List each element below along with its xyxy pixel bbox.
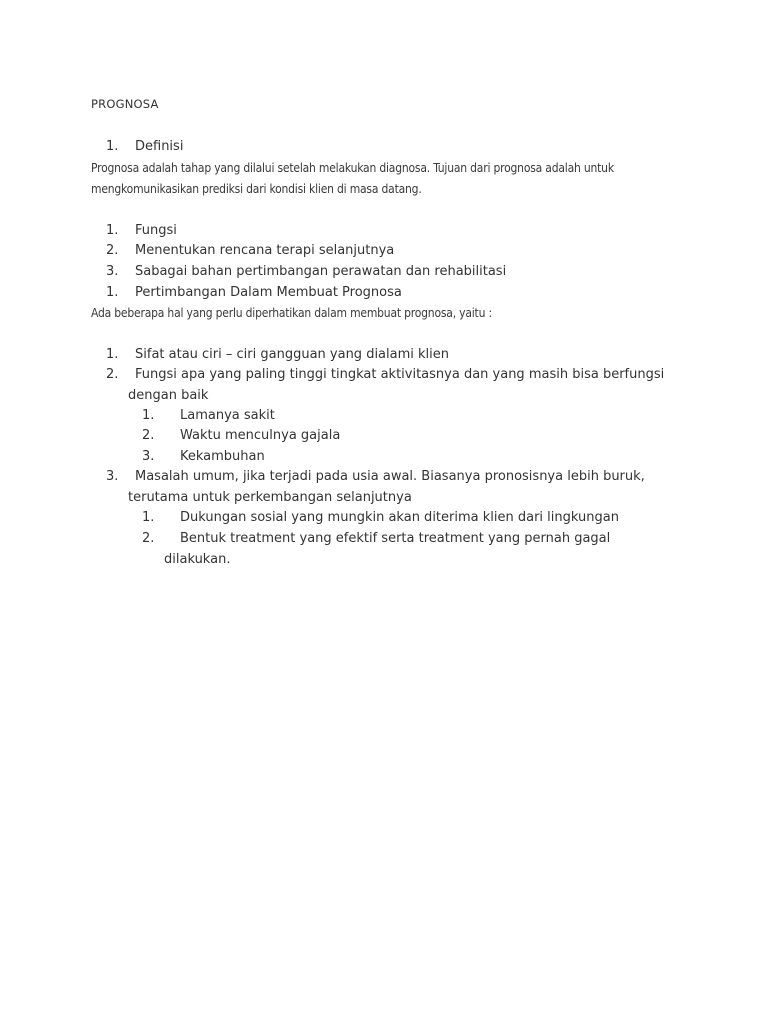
list-item-label: Pertimbangan Dalam Membuat Prognosa xyxy=(135,285,402,300)
list-number: 3. xyxy=(106,264,119,279)
paragraph-pertimbangan: Ada beberapa hal yang perlu diperhatikan dalam membuat prognosa, yaitu : xyxy=(91,306,492,320)
list-item-continuation: dilakukan. xyxy=(164,552,231,567)
list-item-label: Menentukan rencana terapi selanjutnya xyxy=(135,243,395,258)
paragraph-definisi xyxy=(91,158,691,200)
list-number: 3. xyxy=(106,469,119,484)
list-item-label: Waktu menculnya gajala xyxy=(180,428,341,443)
list-number: 1. xyxy=(142,510,155,525)
list-number: 2. xyxy=(106,367,119,382)
list-item-label: Kekambuhan xyxy=(180,449,265,464)
list-number: 1. xyxy=(106,347,119,362)
list-item-label: Dukungan sosial yang mungkin akan diterima klien dari lingkungan xyxy=(180,510,619,525)
list-item-label: Bentuk treatment yang efektif serta treatment yang pernah gagal xyxy=(180,531,611,546)
list-number: 2. xyxy=(142,428,155,443)
list-item-continuation: terutama untuk perkembangan selanjutnya xyxy=(128,490,412,505)
list-item-label: Sabagai bahan pertimbangan perawatan dan rehabilitasi xyxy=(135,264,507,279)
list-item-label: Definisi xyxy=(135,139,184,154)
list-number: 1. xyxy=(106,223,119,238)
paragraph-line: mengkomunikasikan prediksi dari kondisi klien di masa datang. xyxy=(91,182,422,196)
paragraph-line: Prognosa adalah tahap yang dilalui setelah melakukan diagnosa. Tujuan dari prognosa adalah untuk xyxy=(91,161,614,175)
list-number: 1. xyxy=(142,408,155,423)
page-title: PROGNOSA xyxy=(91,97,159,111)
list-item-label: Fungsi xyxy=(135,223,177,238)
list-number: 1. xyxy=(106,139,119,154)
list-item-continuation: dengan baik xyxy=(128,388,209,403)
list-item-label: Fungsi apa yang paling tinggi tingkat aktivitasnya dan yang masih bisa berfungsi xyxy=(135,367,665,382)
list-number: 3. xyxy=(142,449,155,464)
list-number: 2. xyxy=(106,243,119,258)
list-item-label: Lamanya sakit xyxy=(180,408,275,423)
list-number: 1. xyxy=(106,285,119,300)
list-number: 2. xyxy=(142,531,155,546)
list-item-label: Sifat atau ciri – ciri gangguan yang dialami klien xyxy=(135,347,449,362)
list-item-label: Masalah umum, jika terjadi pada usia awal. Biasanya pronosisnya lebih buruk, xyxy=(135,469,645,484)
